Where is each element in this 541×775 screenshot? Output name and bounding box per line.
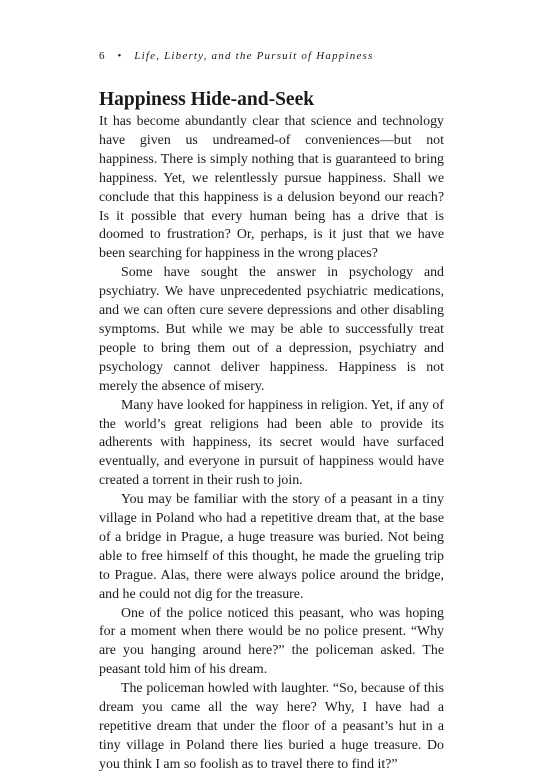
running-head-bullet: • — [117, 50, 122, 62]
book-title: Life, Liberty, and the Pursuit of Happiness — [134, 50, 374, 62]
paragraph: You may be familiar with the story of a peasant in a tiny village in Poland who had a repetitive dream that, at the base of a bridge in Prague, a huge treasure was buried. Not being able to free himself of this thought, he made the grueling trip to Prague. Alas, there were always police around the bridge, and he could not dig for the treasure. — [99, 492, 444, 602]
body-text — [99, 113, 444, 775]
paragraph: One of the police noticed this peasant, who was hoping for a moment when there would be no police present. “Why are you hanging around here?” the policeman asked. The peasant told him of his dream. — [99, 605, 444, 678]
page-number: 6 — [99, 50, 106, 62]
paragraph: The policeman howled with laughter. “So, because of this dream you came all the way here? Why, I have had a repetitive dream that under the floor of a peasant’s hut in a tiny village in Poland there lies buried a huge treasure. Do you think I am so foolish as to travel there to find it?” — [99, 681, 444, 772]
running-head — [99, 50, 374, 62]
section-heading: Happiness Hide-and-Seek — [99, 89, 315, 110]
paragraph: It has become abundantly clear that science and technology have given us undreamed-of conveniences—but not happiness. There is simply nothing that is guaranteed to bring happiness. Yet, we relentlessly pursue happiness. Shall we conclude that this happiness is a delusion beyond our reach? Is it possible that every human being has a drive that is doomed to frustration? Or, perhaps, is it just that we have been searching for happiness in the wrong places? — [99, 114, 444, 262]
paragraph: Some have sought the answer in psychology and psychiatry. We have unprecedented psychiatric medications, and we can often cure severe depressions and other disabling symptoms. But while we may be able to successfully treat people to bring them out of a depression, psychiatry and psychology cannot deliver happiness. Happiness is not merely the absence of misery. — [99, 265, 444, 394]
paragraph: Many have looked for happiness in religion. Yet, if any of the world’s great religions had been able to provide its adherents with happiness, its secret would have surfaced eventually, and everyone in pursuit of happiness would have created a torrent in their rush to join. — [99, 397, 444, 489]
